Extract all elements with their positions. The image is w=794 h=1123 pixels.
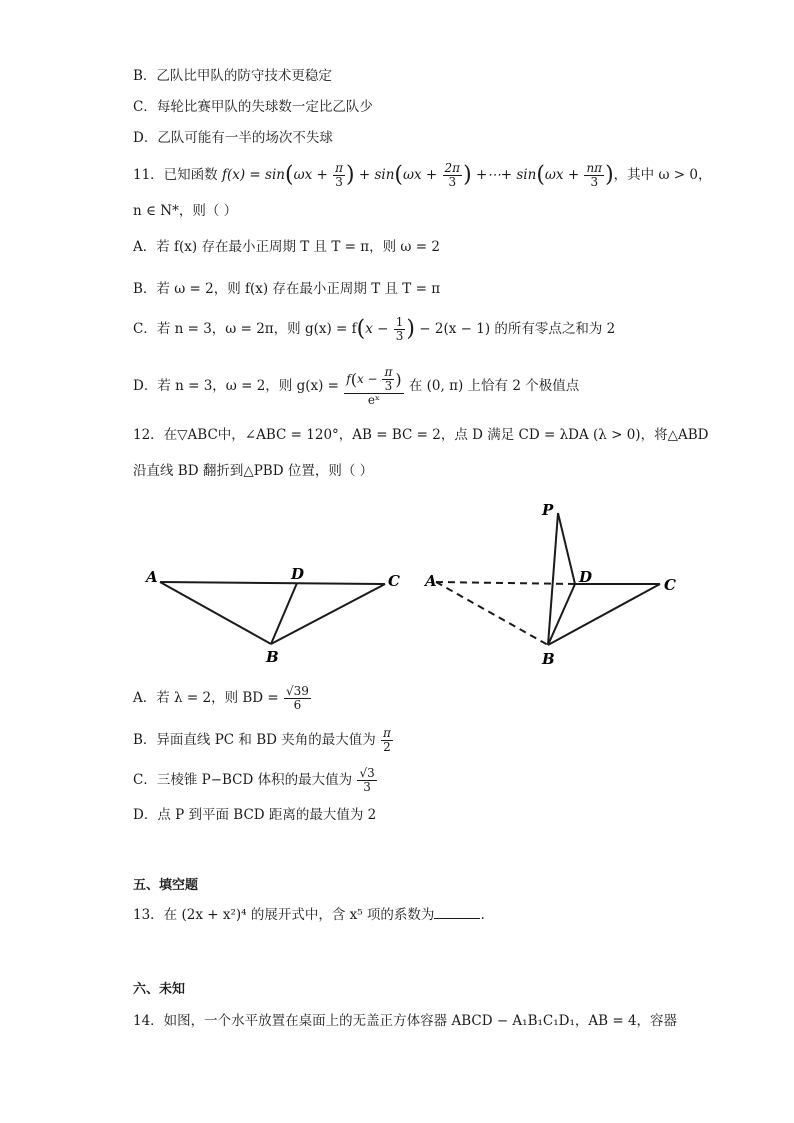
q12-figure-triangle — [140, 560, 410, 670]
q10-option-c: C．每轮比赛甲队的失球数一定比乙队少 — [133, 99, 373, 115]
fig1-label-a: A — [146, 568, 158, 586]
fig2-label-b: B — [542, 650, 555, 668]
q13-answer-blank — [434, 905, 480, 919]
fig1-label-b: B — [266, 648, 279, 666]
q11-stem-cont: n ∈ N*，则（ ） — [133, 203, 238, 219]
fig1-label-d: D — [291, 565, 305, 583]
fig2-label-d: D — [579, 568, 593, 586]
q13-stem: 13．在 (2x + x²)⁴ 的展开式中，含 x⁵ 项的系数为 . — [133, 907, 485, 923]
q12-option-a: A．若 λ = 2，则 BD = $\frac{√39}{6}$ — [133, 684, 309, 712]
q11-option-b: B．若 ω = 2，则 f(x) 存在最小正周期 T 且 T = π — [133, 281, 441, 297]
q10-option-b: B．乙队比甲队的防守技术更稳定 — [133, 68, 332, 84]
q12-figure-folded — [420, 495, 690, 675]
q12-option-b: B．异面直线 PC 和 BD 夹角的最大值为 $\frac{\pi}{2}$ — [133, 726, 391, 754]
section-heading-unknown: 六、未知 — [133, 982, 186, 997]
q10-option-d: D．乙队可能有一半的场次不失球 — [133, 130, 333, 146]
q14-stem: 14．如图，一个水平放置在桌面上的无盖正方体容器 ABCD − A₁B₁C₁D₁，AB = 4，容器 — [133, 1013, 678, 1029]
fig2-label-c: C — [664, 576, 676, 594]
q11-option-d: D．若 n = 3，ω = 2，则 g(x) = f(x − $\frac{\pi}{3}$ ) eˣ 在 (0, π) 上恰有 2 个极值点 — [133, 365, 580, 407]
q12-stem: 12．在▽ABC中，∠ABC = 120°，AB = BC = 2，点 D 满足 CD = λDA (λ > 0)，将△ABD — [133, 427, 709, 443]
fig2-label-a: A — [425, 572, 437, 590]
q11-option-c: C．若 n = 3，ω = 2π，则 g(x) = f(x − $\frac{1}{3}$ ) − 2(x − 1) 的所有零点之和为 2 — [133, 315, 616, 343]
q12-option-c: C．三棱锥 P−BCD 体积的最大值为 $\frac{√3}{3}$ — [133, 766, 375, 794]
section-heading-fill-in: 五、填空题 — [133, 878, 199, 893]
q12-stem-cont: 沿直线 BD 翻折到△PBD 位置，则（ ） — [133, 463, 374, 479]
q11-stem: 11．已知函数 f(x) = sin(ωx + $\frac{\pi}{3}$ ) + sin(ωx + $\frac{2\pi}{3}$ ) +⋯+ sin(ωx + $\frac{n\pi}{3}$ )，其中 ω > 0， — [133, 161, 712, 189]
fig1-label-c: C — [388, 572, 400, 590]
q11-option-a: A．若 f(x) 存在最小正周期 T 且 T = π，则 ω = 2 — [133, 239, 440, 255]
q12-option-d: D．点 P 到平面 BCD 距离的最大值为 2 — [133, 807, 377, 823]
fig2-label-p: P — [542, 501, 554, 519]
